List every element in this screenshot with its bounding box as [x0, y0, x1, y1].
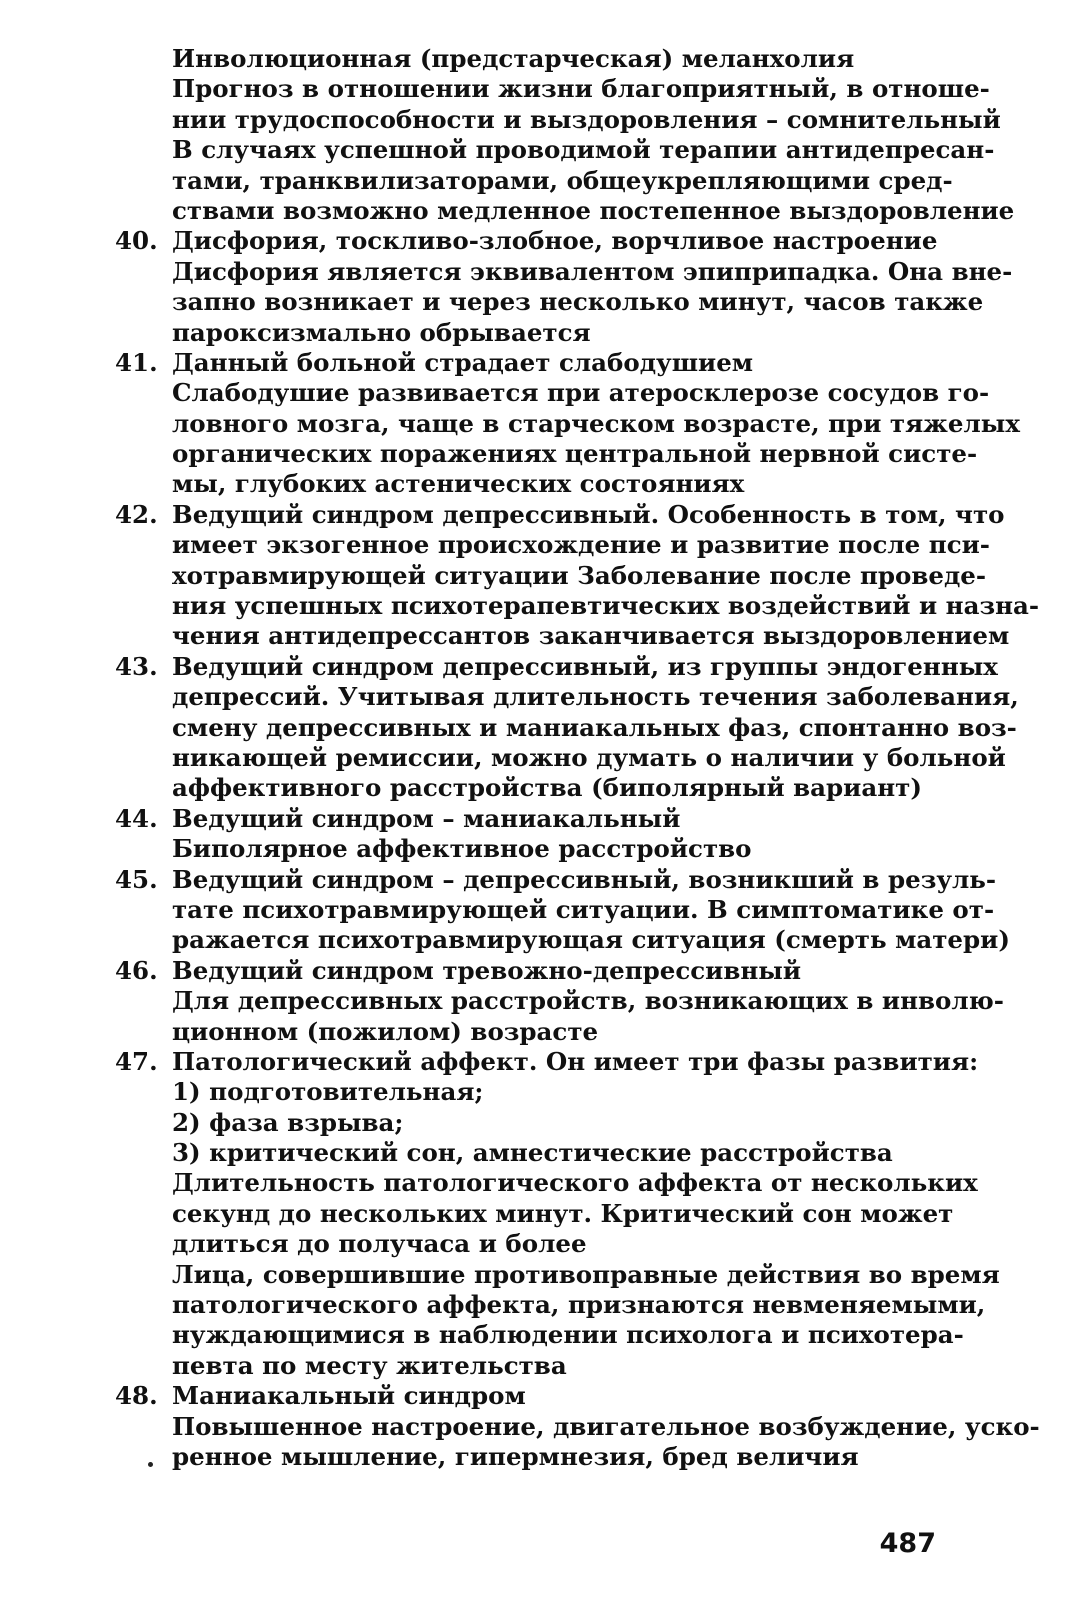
- line-text: Дисфория, тоскливо-злобное, ворчливое настроение: [172, 226, 938, 256]
- text-line: [172, 439, 978, 469]
- text-line: [172, 1077, 942, 1107]
- answer-number: 40.: [115, 226, 158, 256]
- line-text: органических поражениях центральной нервной систе-: [172, 439, 978, 469]
- line-text: секунд до нескольких минут. Критический сон может: [172, 1198, 954, 1228]
- text-line: [172, 773, 942, 803]
- answer-start-line: [115, 347, 942, 378]
- answer-number: 46.: [115, 955, 158, 985]
- line-text: 1) подготовительная;: [172, 1077, 484, 1107]
- line-text: ражается психотравмирующая ситуация (смерть матери): [172, 925, 1010, 955]
- text-line: [172, 256, 1013, 287]
- line-text: ния успешных психотерапевтических воздействий и назна-: [172, 591, 1040, 621]
- line-text: мы, глубоких астенических состояниях: [172, 469, 745, 499]
- answer-start-line: [115, 955, 942, 986]
- line-text: Ведущий синдром депрессивный, из группы эндогенных: [172, 651, 998, 681]
- text-line: [172, 530, 990, 560]
- line-text: имеет экзогенное происхождение и развитие после пси-: [172, 530, 990, 560]
- text-line: [172, 712, 1017, 743]
- line-text: Биполярное аффективное расстройство: [172, 834, 752, 864]
- line-text: депрессий. Учитывая длительность течения заболевания,: [172, 682, 1019, 712]
- line-text: Прогноз в отношении жизни благоприятный, в отноше-: [172, 74, 990, 104]
- answer-number: 48.: [115, 1381, 158, 1411]
- line-text: Маниакальный синдром: [172, 1381, 526, 1411]
- answer-start-line: [115, 226, 942, 256]
- line-text: 2) фаза взрыва;: [172, 1107, 404, 1137]
- answer-start-line: [115, 864, 997, 895]
- answer-start-line: [115, 1381, 942, 1411]
- answer-start-line: [115, 499, 1005, 530]
- text-line: [172, 1320, 964, 1350]
- line-text: 3) критический сон, амнестические расстройства: [172, 1138, 893, 1168]
- answer-start-line: [115, 1046, 979, 1077]
- text-line: [172, 560, 987, 591]
- answer-number: 47.: [115, 1046, 158, 1076]
- line-text: длиться до получаса и более: [172, 1229, 587, 1259]
- line-text: Слабодушие развивается при атеросклерозе сосудов го-: [172, 378, 990, 408]
- text-line: [172, 165, 953, 196]
- line-text: ствами возможно медленное постепенное выздоровление: [172, 195, 1015, 225]
- stray-dot-mark: [148, 1462, 153, 1467]
- text-line: [172, 1259, 1000, 1290]
- answer-number: 45.: [115, 864, 158, 894]
- line-text: Инволюционная (предстарческая) меланхолия: [172, 44, 855, 73]
- text-line: [172, 1138, 942, 1168]
- line-text: Ведущий синдром – депрессивный, возникший в резуль-: [172, 864, 997, 894]
- answer-number: 43.: [115, 651, 158, 681]
- line-text: нуждающимися в наблюдении психолога и психотера-: [172, 1320, 964, 1350]
- line-text: чения антидепрессантов заканчивается выздоровлением: [172, 621, 1010, 651]
- text-line: [172, 378, 990, 408]
- text-line: [172, 469, 942, 499]
- line-text: Ведущий синдром тревожно-депрессивный: [172, 955, 802, 985]
- line-text: запно возникает и через несколько минут, часов также: [172, 287, 984, 317]
- line-text: Патологический аффект. Он имеет три фазы развития:: [172, 1046, 979, 1076]
- text-line: [172, 621, 1010, 651]
- text-line: [172, 894, 995, 925]
- line-text: аффективного расстройства (биполярный вариант): [172, 773, 922, 803]
- answer-start-line: [115, 803, 942, 834]
- text-line: [172, 925, 1010, 955]
- text-line: [172, 1108, 942, 1138]
- text-line: [172, 44, 942, 74]
- text-line: [172, 834, 942, 864]
- text-line: [172, 287, 984, 317]
- line-text: пароксизмально обрывается: [172, 317, 591, 347]
- line-text: никающей ремиссии, можно думать о наличии у больной: [172, 742, 1006, 772]
- text-line: [172, 1017, 942, 1047]
- text-line: [172, 742, 1006, 773]
- line-text: хотравмирующей ситуации Заболевание после проведе-: [172, 560, 987, 590]
- line-text: Данный больной страдает слабодушием: [172, 347, 754, 377]
- text-line: [172, 135, 995, 165]
- text-line: [172, 318, 942, 348]
- line-text: тами, транквилизаторами, общеукрепляющими сред-: [172, 165, 953, 195]
- line-text: Повышенное настроение, двигательное возбуждение, уско-: [172, 1411, 1040, 1441]
- line-text: Для депрессивных расстройств, возникающих в инволю-: [172, 986, 1004, 1016]
- text-line: [172, 1168, 978, 1198]
- line-text: певта по месту жительства: [172, 1350, 567, 1380]
- text-line: [172, 1229, 942, 1259]
- answer-number: 44.: [115, 803, 158, 833]
- answer-list: [115, 44, 1040, 1472]
- line-text: Дисфория является эквивалентом эпиприпадка. Она вне-: [172, 256, 1013, 286]
- text-line: [172, 1198, 954, 1229]
- text-line: [172, 195, 1015, 226]
- text-line: [172, 682, 1019, 712]
- text-line: [172, 74, 990, 104]
- line-text: ловного мозга, чаще в старческом возрасте, при тяжелых: [172, 408, 1020, 438]
- text-line: [172, 1290, 986, 1320]
- answer-start-line: [115, 651, 998, 682]
- text-line: [172, 408, 1020, 439]
- text-line: [172, 591, 1040, 621]
- text-line: [172, 986, 1004, 1016]
- line-text: Длительность патологического аффекта от нескольких: [172, 1168, 978, 1198]
- line-text: смену депрессивных и маниакальных фаз, спонтанно воз-: [172, 712, 1017, 742]
- page-number: 487: [879, 1528, 936, 1559]
- line-text: патологического аффекта, признаются невменяемыми,: [172, 1290, 986, 1320]
- text-line: [172, 104, 1001, 135]
- line-text: ренное мышление, гипермнезия, бред величия: [172, 1441, 859, 1471]
- line-text: Ведущий синдром депрессивный. Особенность в том, что: [172, 499, 1005, 529]
- answer-number: 42.: [115, 499, 158, 529]
- line-text: ционном (пожилом) возрасте: [172, 1016, 599, 1046]
- line-text: Лица, совершившие противоправные действия во время: [172, 1259, 1000, 1289]
- text-line: [172, 1442, 942, 1472]
- line-text: В случаях успешной проводимой терапии антидепресан-: [172, 135, 995, 165]
- line-text: Ведущий синдром – маниакальный: [172, 803, 681, 833]
- line-text: тате психотравмирующей ситуации. В симптоматике от-: [172, 894, 995, 924]
- text-line: [172, 1411, 1040, 1442]
- text-line: [172, 1351, 942, 1381]
- answer-number: 41.: [115, 347, 158, 377]
- line-text: нии трудоспособности и выздоровления – сомнительный: [172, 104, 1001, 134]
